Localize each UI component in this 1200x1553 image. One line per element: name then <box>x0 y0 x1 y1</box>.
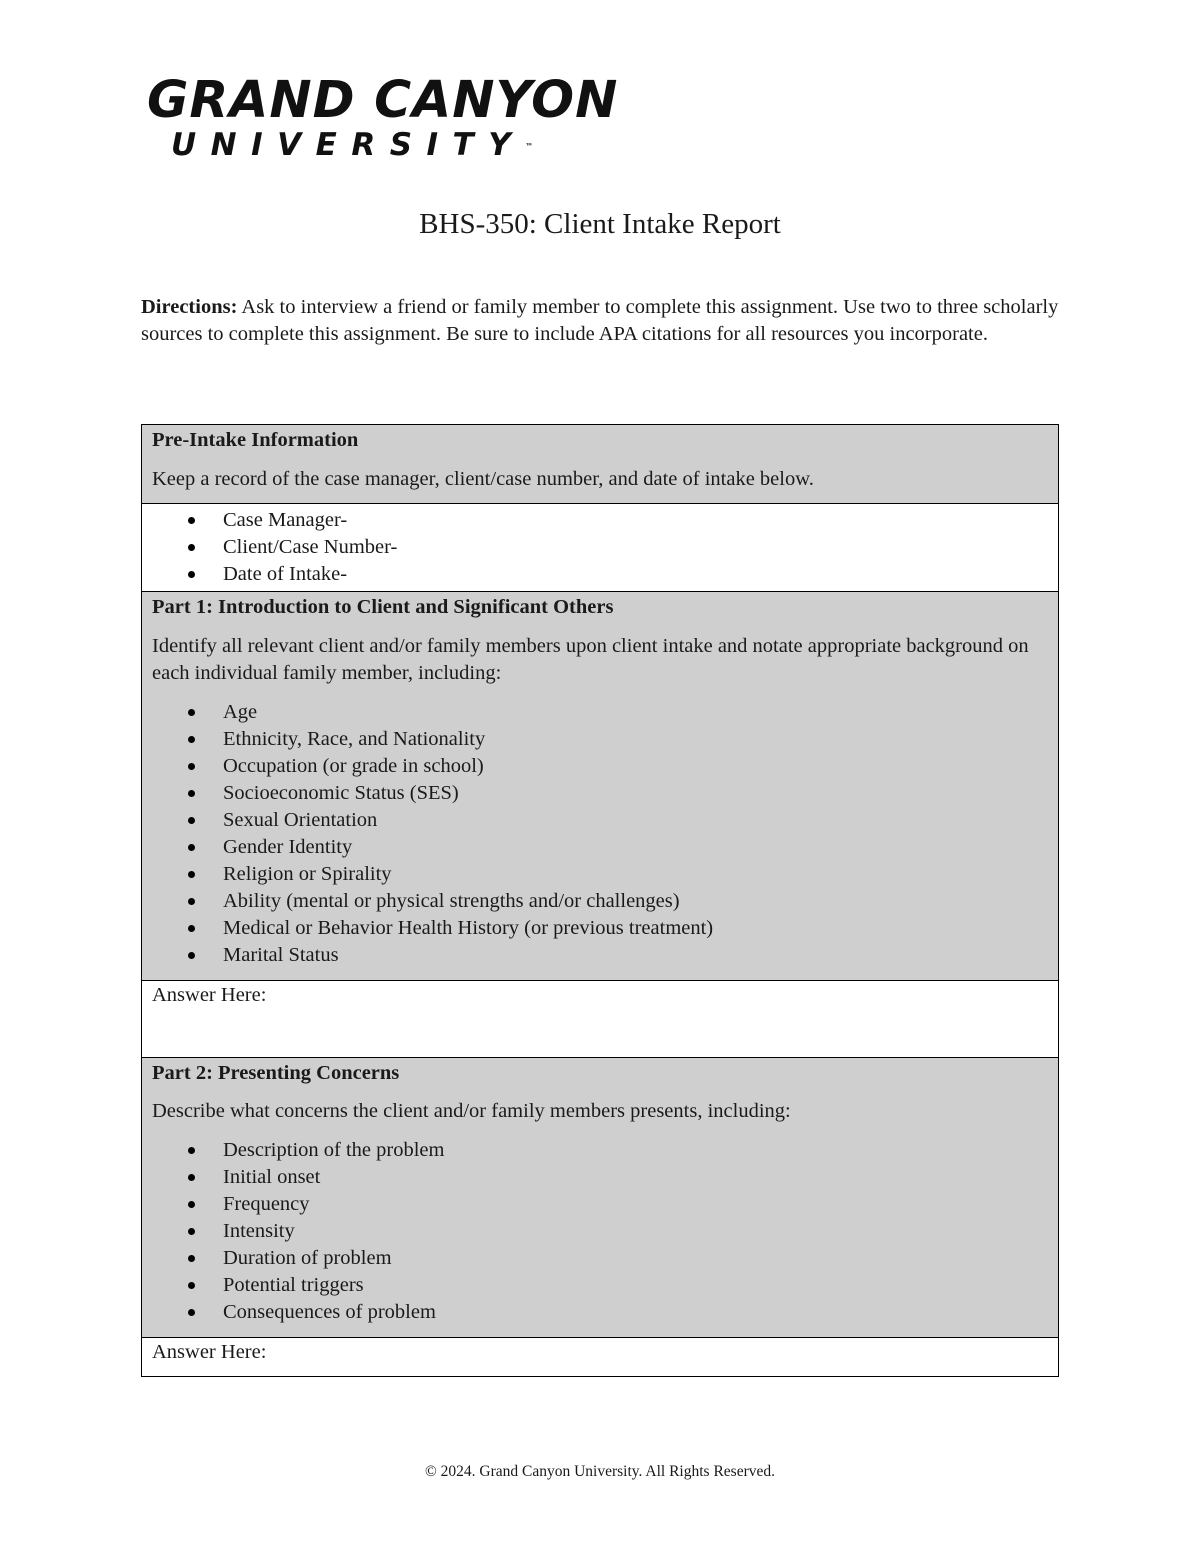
part2-answer-row <box>142 1338 1059 1377</box>
list-item: Client/Case Number- <box>152 534 1048 561</box>
part1-item-list <box>152 699 1048 969</box>
list-item: Ability (mental or physical strengths and/or challenges) <box>152 888 1048 915</box>
list-item: Sexual Orientation <box>152 807 1048 834</box>
directions-label: Directions: <box>141 296 238 318</box>
list-item: Gender Identity <box>152 834 1048 861</box>
part1-answer-label: Answer Here: <box>152 984 267 1006</box>
part1-answer-cell[interactable] <box>142 981 1059 1058</box>
list-item: Frequency <box>152 1191 1048 1218</box>
part2-description: Describe what concerns the client and/or family members presents, including: <box>152 1100 791 1122</box>
part1-header-row <box>142 592 1059 981</box>
part2-header-cell <box>142 1058 1059 1338</box>
list-item: Age <box>152 699 1048 726</box>
part2-item-list <box>152 1137 1048 1326</box>
intake-form-table <box>141 424 1059 1377</box>
part2-answer-cell[interactable] <box>142 1338 1059 1377</box>
part2-answer-label: Answer Here: <box>152 1341 267 1363</box>
copyright-footer: © 2024. Grand Canyon University. All Rights Reserved. <box>424 1463 775 1480</box>
part2-heading: Part 2: Presenting Concerns <box>152 1062 400 1084</box>
pre-intake-fields-cell[interactable] <box>142 504 1059 592</box>
list-item: Case Manager- <box>152 507 1048 534</box>
list-item: Description of the problem <box>152 1137 1048 1164</box>
list-item: Consequences of problem <box>152 1299 1048 1326</box>
list-item: Intensity <box>152 1218 1048 1245</box>
list-item: Occupation (or grade in school) <box>152 753 1048 780</box>
pre-intake-fields-row <box>142 504 1059 592</box>
list-item: Socioeconomic Status (SES) <box>152 780 1048 807</box>
trademark-symbol: ™ <box>525 142 534 151</box>
list-item: Date of Intake- <box>152 561 1048 588</box>
part2-header-row <box>142 1058 1059 1338</box>
part1-answer-row <box>142 981 1059 1058</box>
list-item: Potential triggers <box>152 1272 1048 1299</box>
pre-intake-header-cell <box>142 425 1059 504</box>
part1-header-cell <box>142 592 1059 981</box>
list-item: Religion or Spirality <box>152 861 1048 888</box>
university-logo <box>147 71 619 164</box>
pre-intake-description: Keep a record of the case manager, client/case number, and date of intake below. <box>152 468 814 490</box>
logo-wordmark-top: GRAND CANYON <box>147 71 619 130</box>
list-item: Medical or Behavior Health History (or previous treatment) <box>152 915 1048 942</box>
part1-heading: Part 1: Introduction to Client and Significant Others <box>152 596 614 618</box>
pre-intake-heading: Pre-Intake Information <box>152 429 359 451</box>
directions-paragraph <box>141 294 1066 348</box>
pre-intake-field-list <box>152 507 1048 588</box>
list-item: Duration of problem <box>152 1245 1048 1272</box>
document-title: BHS-350: Client Intake Report <box>419 208 781 240</box>
part1-description: Identify all relevant client and/or family members upon client intake and notate appropriate background on each individual family member, including: <box>152 635 1029 684</box>
logo-wordmark-bottom <box>171 128 557 162</box>
pre-intake-header-row <box>142 425 1059 504</box>
list-item: Initial onset <box>152 1164 1048 1191</box>
list-item: Ethnicity, Race, and Nationality <box>152 726 1048 753</box>
logo-wordmark-bottom-text: UNIVERSITY <box>171 127 526 163</box>
directions-text: Ask to interview a friend or family member to complete this assignment. Use two to three scholarly sources to complete this assignment. Be sure to include APA citations for all resources you incorporate. <box>141 296 1059 345</box>
list-item: Marital Status <box>152 942 1048 969</box>
